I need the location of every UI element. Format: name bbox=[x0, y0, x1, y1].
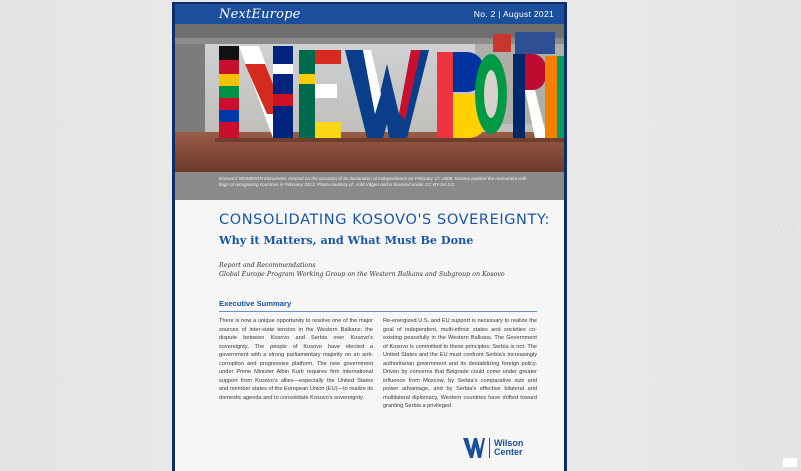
executive-summary-heading: Executive Summary bbox=[219, 299, 292, 308]
logo-line-1: Wilson bbox=[494, 437, 524, 448]
issue-label: No. 2 | August 2021 bbox=[473, 9, 554, 19]
summary-column-right: Re-energized U.S. and EU support is necessary to realize the goal of independent, multi-ethnic states and societies co-existing peacefully in the Western Balkans. The Government of Kosovo is committed to these principles; Serbia is not. The United States and the EU must confront Serbia's increasingly authoritarian government and its destabilizing foreign policy. Driven by concerns that Belgrade could come under greater influence from Moscow, by Serbia's comparative size and power advantage, and by Serbia's effective bilateral and multilateral diplomacy, Western countries have drifted toward granting Serbia a privileged bbox=[383, 318, 537, 410]
working-group-label: Global Europe Program Working Group on the Western Balkans and Subgroup on Kosovo bbox=[219, 271, 505, 278]
report-type-label: Report and Recommendations bbox=[219, 262, 316, 269]
summary-columns bbox=[219, 317, 537, 411]
section-divider bbox=[219, 311, 537, 312]
corner-badge-icon bbox=[783, 458, 797, 467]
masthead bbox=[175, 4, 564, 24]
report-subtitle: Why it Matters, and What Must Be Done bbox=[219, 233, 474, 247]
channel-watermark: RFE/RL bbox=[767, 228, 795, 235]
report-title: CONSOLIDATING KOSOVO'S SOVEREIGNTY: bbox=[219, 212, 550, 228]
logo-line-2: Center bbox=[494, 447, 523, 457]
photo-caption: Kosovo's NEWBORN Monument, erected on the occasion of its declaration of independence on February 17, 2008. Kosovo painted the monument with flags of recognizing countries in February 2013. Photo courtesy of: Arild Vågen and is licensed under CC BY-SA 3.0. bbox=[175, 172, 564, 200]
summary-column-left: There is now a unique opportunity to resolve one of the major sources of inter-state tension in the Western Balkans: the dispute between Kosovo and Serbia over Kosovo's sovereignty. The people of Kosovo have elected a government with a strong parliamentary majority on an anti-corruption and progressive platform. The new government under Prime Minister Albin Kurti requires firm international support from Kosovo's allies—especially the United States and member states of the European Union (EU)—to realize its domestic agenda and to consolidate Kosovo's sovereignty. bbox=[219, 318, 373, 401]
document-page bbox=[175, 4, 564, 471]
wilson-center-logo bbox=[463, 438, 523, 458]
logo-wordmark bbox=[494, 439, 523, 458]
document-frame bbox=[172, 2, 567, 471]
wilson-center-logo-icon bbox=[463, 438, 485, 458]
cover-photo bbox=[175, 24, 564, 172]
document-content bbox=[175, 212, 564, 411]
newborn-monument-illustration bbox=[175, 24, 564, 172]
brand-title: NextEurope bbox=[219, 6, 301, 22]
logo-divider bbox=[489, 438, 490, 458]
